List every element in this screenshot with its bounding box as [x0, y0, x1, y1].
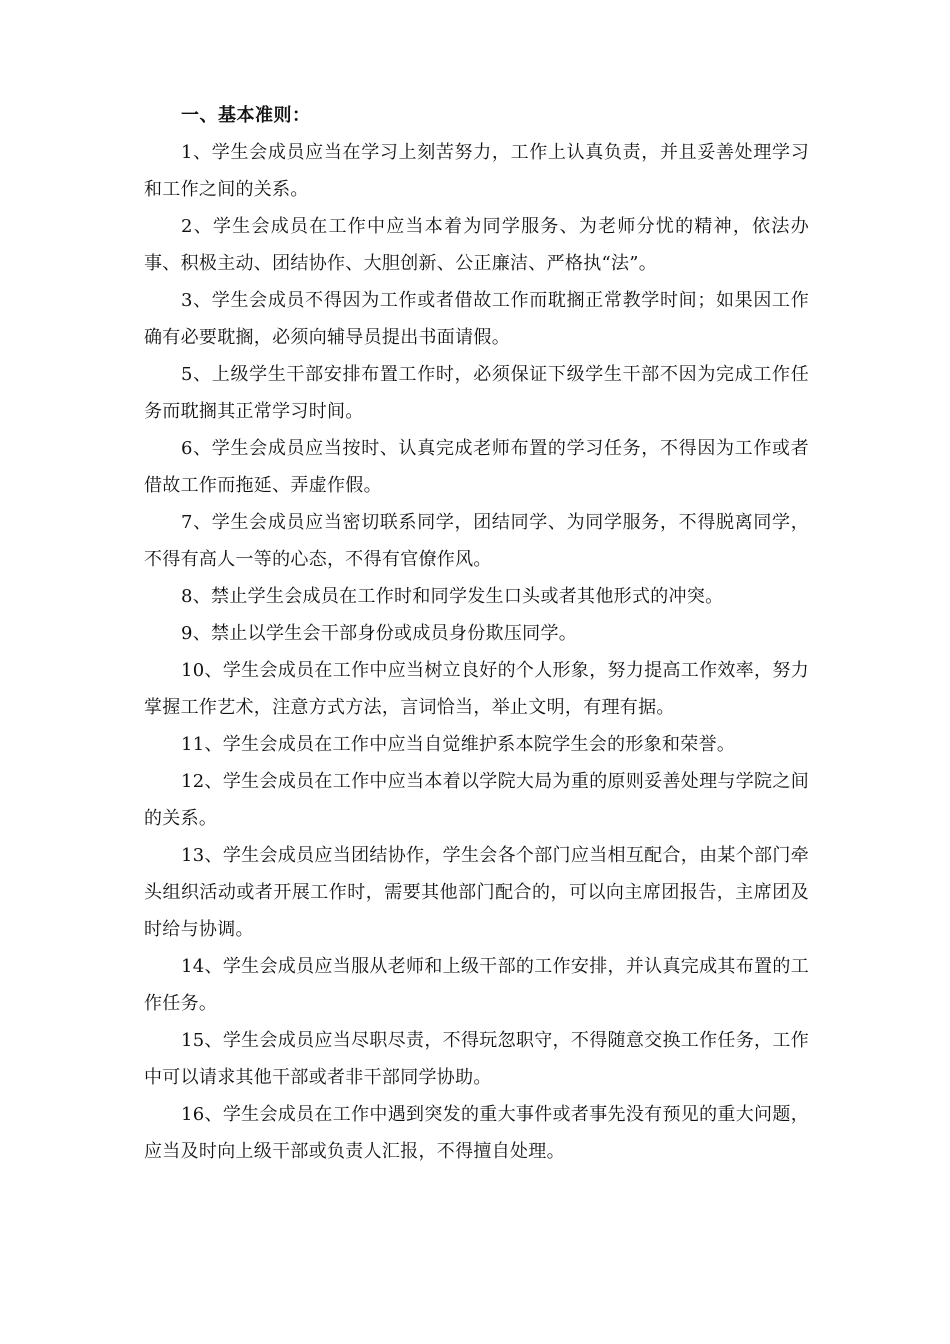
rule-item: 7、学生会成员应当密切联系同学，团结同学、为同学服务，不得脱离同学，不得有高人一等的心态，不得有官僚作风。 — [144, 512, 809, 570]
section-heading: 一、基本准则： — [181, 105, 311, 126]
rule-item: 12、学生会成员在工作中应当本着以学院大局为重的原则妥善处理与学院之间的关系。 — [144, 771, 809, 829]
rule-item: 1、学生会成员应当在学习上刻苦努力，工作上认真负责，并且妥善处理学习和工作之间的关系。 — [144, 142, 809, 200]
rule-item: 6、学生会成员应当按时、认真完成老师布置的学习任务，不得因为工作或者借故工作而拖延、弄虚作假。 — [144, 438, 809, 496]
rule-item: 14、学生会成员应当服从老师和上级干部的工作安排，并认真完成其布置的工作任务。 — [144, 956, 809, 1014]
rule-item: 3、学生会成员不得因为工作或者借故工作而耽搁正常教学时间；如果因工作确有必要耽搁，必须向辅导员提出书面请假。 — [144, 290, 809, 348]
rule-item: 16、学生会成员在工作中遇到突发的重大事件或者事先没有预见的重大问题，应当及时向上级干部或负责人汇报，不得擅自处理。 — [144, 1104, 809, 1162]
document-page — [144, 97, 809, 1170]
rule-item: 10、学生会成员在工作中应当树立良好的个人形象，努力提高工作效率，努力掌握工作艺术，注意方式方法，言词恰当，举止文明，有理有据。 — [144, 660, 809, 718]
rule-item: 13、学生会成员应当团结协作，学生会各个部门应当相互配合，由某个部门牵头组织活动或者开展工作时，需要其他部门配合的，可以向主席团报告，主席团及时给与协调。 — [144, 845, 809, 940]
rule-item: 5、上级学生干部安排布置工作时，必须保证下级学生干部不因为完成工作任务而耽搁其正常学习时间。 — [144, 364, 809, 422]
rules-list — [144, 134, 809, 1170]
rule-item: 8、禁止学生会成员在工作时和同学发生口头或者其他形式的冲突。 — [181, 586, 724, 607]
rule-item: 9、禁止以学生会干部身份或成员身份欺压同学。 — [181, 623, 578, 644]
rule-item: 11、学生会成员在工作中应当自觉维护系本院学生会的形象和荣誉。 — [181, 734, 736, 755]
rule-item: 15、学生会成员应当尽职尽责，不得玩忽职守，不得随意交换工作任务，工作中可以请求其他干部或者非干部同学协助。 — [144, 1030, 809, 1088]
rule-item: 2、学生会成员在工作中应当本着为同学服务、为老师分忧的精神，依法办事、积极主动、团结协作、大胆创新、公正廉洁、严格执“法”。 — [144, 216, 809, 274]
